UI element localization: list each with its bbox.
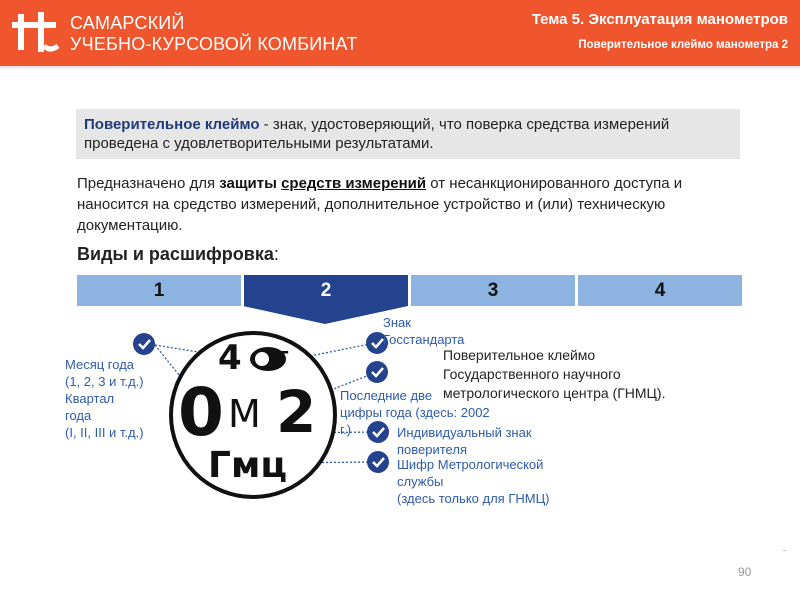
label-cipher-3: (здесь только для ГНМЦ) xyxy=(397,491,550,506)
label-verifier xyxy=(397,424,532,458)
corner-mark xyxy=(783,550,786,551)
label-cipher xyxy=(397,456,550,507)
purpose-text-2: от несанкционированного доступа и наносится на средство измерений, дополнительное устройство и (или) техническую документацию. xyxy=(77,175,683,234)
label-quarter-title-2: года xyxy=(65,408,92,423)
tab-2[interactable]: 2 xyxy=(244,275,408,306)
check-icon xyxy=(133,333,155,355)
stamp-year-digit: 2 xyxy=(276,378,317,446)
gnmc-note-2: Государственного научного xyxy=(443,366,621,382)
label-gosstandart xyxy=(383,314,464,348)
stamp-gosstandart-letter: Т xyxy=(276,348,289,369)
page-subtitle: Поверительное клеймо манометра 2 xyxy=(578,39,788,51)
label-cipher-1: Шифр Метрологической xyxy=(397,457,544,472)
page-title: Тема 5. Эксплуатация манометров xyxy=(531,11,788,28)
tab-3[interactable]: 3 xyxy=(411,275,575,306)
label-year-3: г.) xyxy=(340,422,352,437)
purpose-underlined: средств измерений xyxy=(281,175,427,192)
org-line-1: САМАРСКИЙ xyxy=(70,13,185,33)
label-quarter-hint: (I, II, III и т.д.) xyxy=(65,425,144,440)
stamp-left-digit: 0 xyxy=(178,374,224,451)
definition-term: Поверительное клеймо xyxy=(84,116,260,133)
stamp-verifier-letter: М xyxy=(228,392,261,436)
check-icon xyxy=(367,451,389,473)
label-verifier-1: Индивидуальный знак xyxy=(397,425,532,440)
gnmc-note-1: Поверительное клеймо xyxy=(443,347,596,363)
label-month xyxy=(65,356,144,441)
section-title-text: Виды и расшифровка xyxy=(77,244,274,264)
label-gosstandart-1: Знак xyxy=(383,315,411,330)
purpose-bold: защиты xyxy=(219,175,282,192)
org-line-2: УЧЕБНО-КУРСОВОЙ КОМБИНАТ xyxy=(70,34,358,54)
label-verifier-2: поверителя xyxy=(397,442,467,457)
label-year-2: цифры года (здесь: 2002 xyxy=(340,405,490,420)
check-icon xyxy=(366,361,388,383)
stamp-service-code: Гмц xyxy=(208,445,288,486)
tab-4[interactable]: 4 xyxy=(578,275,742,306)
tab-1[interactable]: 1 xyxy=(77,275,241,306)
label-cipher-2: службы xyxy=(397,474,444,489)
stamp-month-digit: 4 xyxy=(218,338,242,378)
definition-text: - знак, удостоверяющий, что поверка средства измерений проведена с удовлетворительными результатами. xyxy=(84,116,670,152)
page-number: 90 xyxy=(738,565,752,579)
label-quarter-title: Квартал xyxy=(65,391,115,406)
purpose-text-1: Предназначено для xyxy=(77,175,220,192)
gnmc-note-3: метрологического центра (ГНМЦ). xyxy=(443,385,666,401)
label-gosstandart-2: Госстандарта xyxy=(383,332,465,347)
gnmc-note xyxy=(443,346,743,403)
label-month-hint: (1, 2, 3 и т.д.) xyxy=(65,374,144,389)
section-title-colon: : xyxy=(273,244,279,264)
label-year-1: Последние две xyxy=(340,388,433,403)
label-month-title: Месяц года xyxy=(65,357,135,372)
